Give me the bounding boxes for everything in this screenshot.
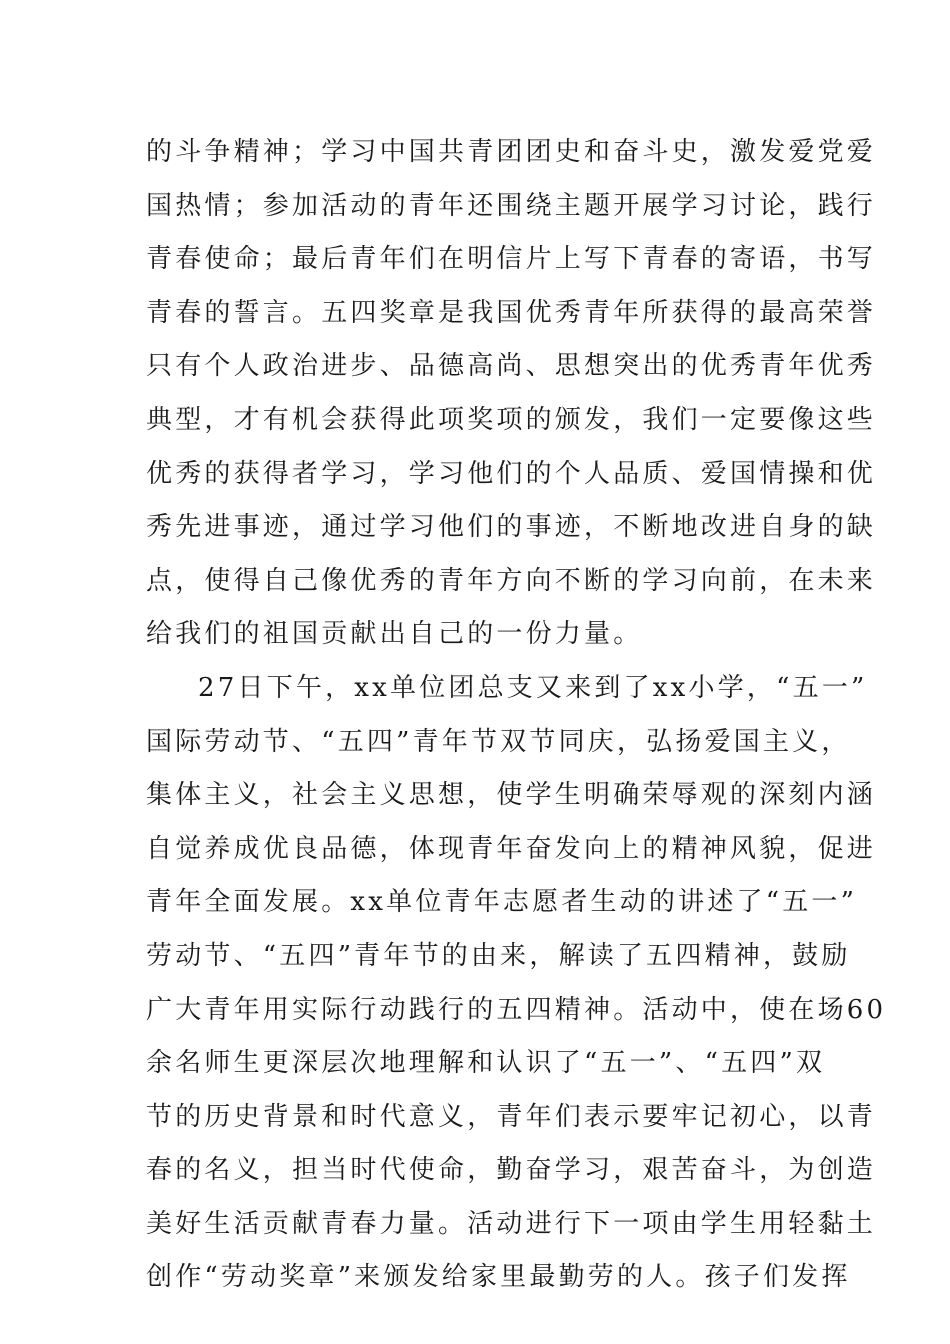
text-line: 典型，才有机会获得此项奖项的颁发，我们一定要像这些: [146, 404, 877, 435]
text-line: 美好生活贡献青春力量。活动进行下一项由学生用轻黏土: [146, 1208, 877, 1239]
text-line: 青年全面发展。xx单位青年志愿者生动的讲述了“五一”: [146, 887, 858, 918]
text-line: 创作“劳动奖章”来颁发给家里最勤劳的人。孩子们发挥: [146, 1262, 851, 1293]
text-line: 只有个人政治进步、品德高尚、思想突出的优秀青年优秀: [146, 351, 877, 382]
text-line: 点，使得自己像优秀的青年方向不断的学习向前，在未来: [146, 565, 877, 596]
text-line: 国际劳动节、“五四”青年节双节同庆，弘扬爱国主义，: [146, 726, 851, 757]
text-line: 优秀的获得者学习，学习他们的个人品质、爱国情操和优: [146, 458, 877, 489]
text-line: 青春的誓言。五四奖章是我国优秀青年所获得的最高荣誉: [146, 297, 877, 328]
text-line: 春的名义，担当时代使命，勤奋学习，艰苦奋斗，为创造: [146, 1155, 877, 1186]
text-line: 国热情；参加活动的青年还围绕主题开展学习讨论，践行: [146, 190, 877, 221]
text-line: 自觉养成优良品德，体现青年奋发向上的精神风貌，促进: [146, 833, 877, 864]
text-line: 集体主义，社会主义思想，使学生明确荣辱观的深刻内涵: [146, 780, 877, 811]
text-line: 节的历史背景和时代意义，青年们表示要牢记初心，以青: [146, 1101, 877, 1132]
text-line: 广大青年用实际行动践行的五四精神。活动中，使在场60: [146, 994, 887, 1025]
paragraph-start-line: 27日下午，xx单位团总支又来到了xx小学，“五一”: [198, 672, 868, 703]
text-line: 余名师生更深层次地理解和认识了“五一”、“五四”双: [146, 1048, 826, 1079]
text-line: 秀先进事迹，通过学习他们的事迹，不断地改进自身的缺: [146, 512, 877, 543]
text-line: 青春使命；最后青年们在明信片上写下青春的寄语，书写: [146, 244, 877, 275]
body-text: [146, 126, 887, 1305]
text-line: 劳动节、“五四”青年节的由来，解读了五四精神，鼓励: [146, 940, 851, 971]
paragraph-end-line: 给我们的祖国贡献出自己的一份力量。: [146, 619, 643, 650]
text-line: 的斗争精神；学习中国共青团团史和奋斗史，激发爱党爱: [146, 137, 877, 167]
